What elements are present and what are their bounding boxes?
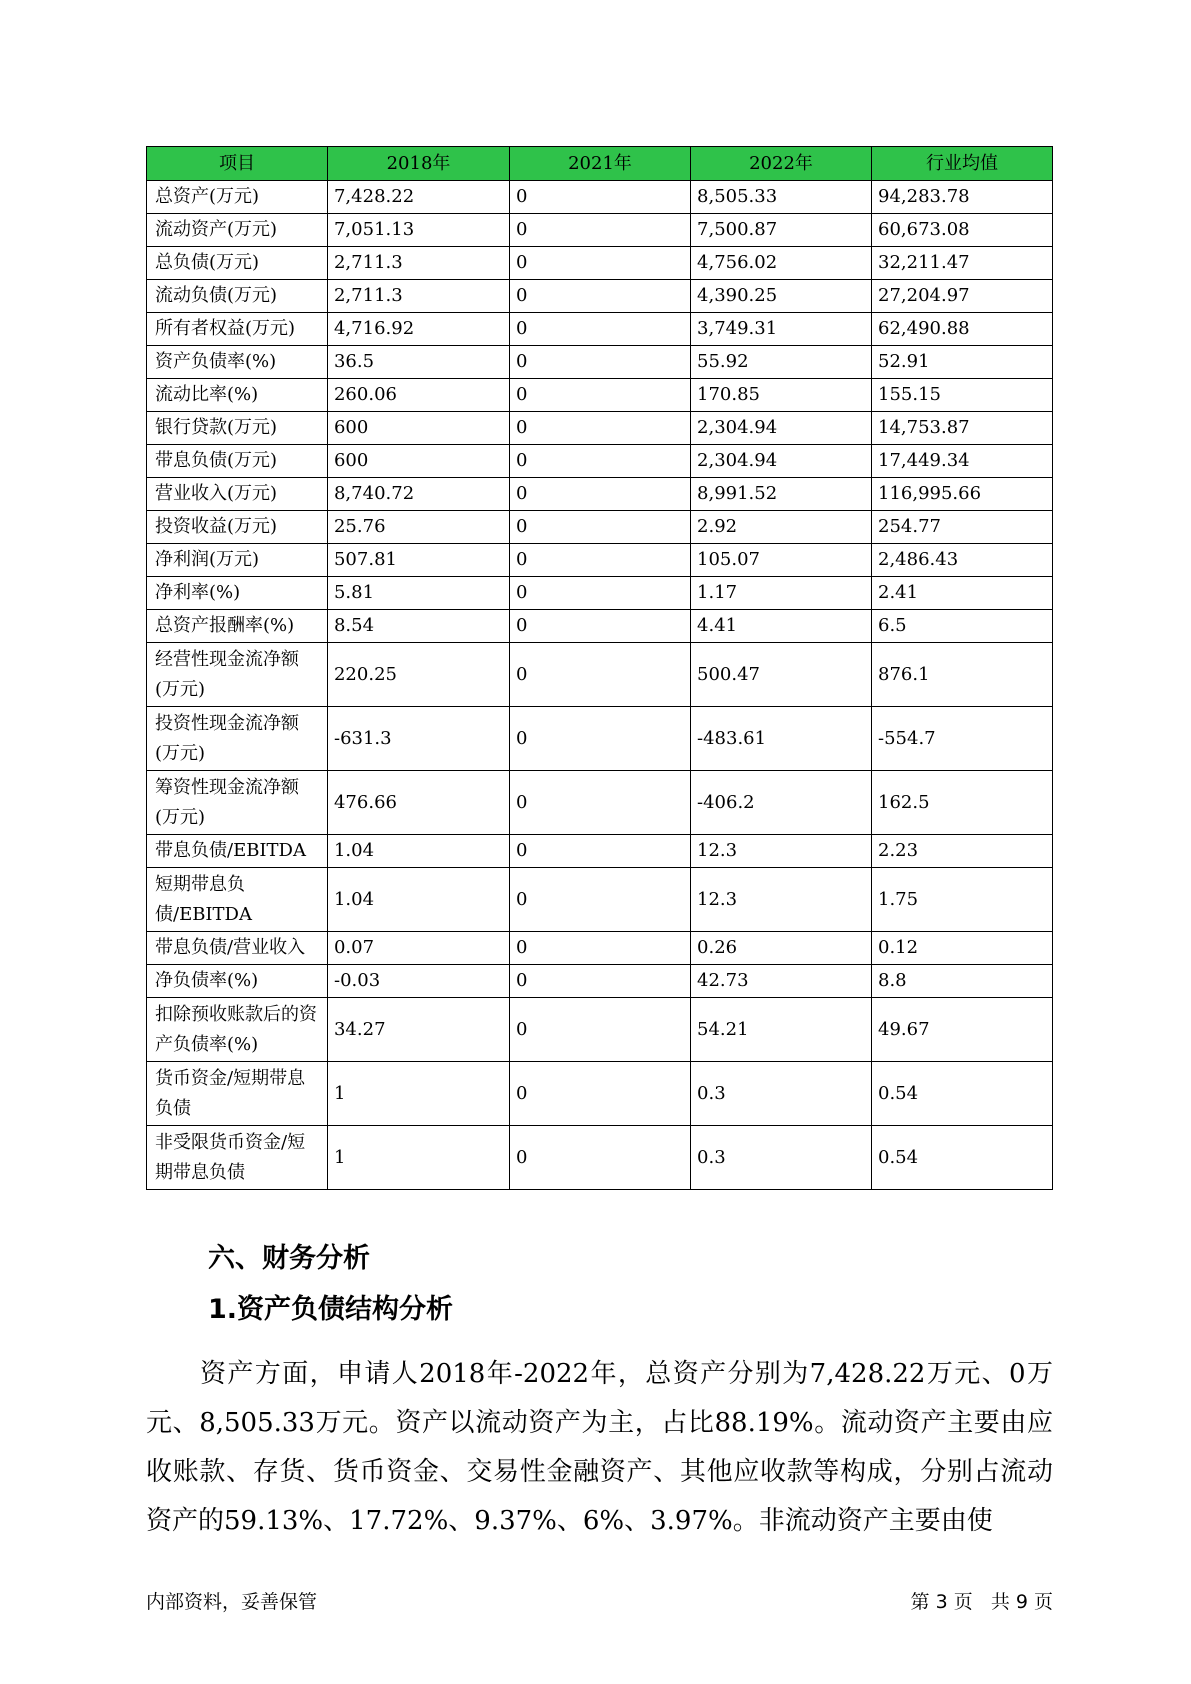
table-row: [147, 965, 1053, 998]
table-row: [147, 247, 1053, 280]
table-header-row: [147, 147, 1053, 181]
header-2021: 2021年: [510, 147, 691, 181]
cell-2022: 12.3: [691, 868, 872, 932]
cell-industry-average: 2.23: [872, 835, 1053, 868]
cell-2018: 5.81: [327, 577, 509, 610]
cell-2021: 0: [510, 868, 691, 932]
cell-item: 扣除预收账款后的资产负债率(%): [147, 998, 328, 1062]
cell-item: 流动资产(万元): [147, 214, 328, 247]
header-item: 项目: [147, 147, 328, 181]
cell-2021: 0: [510, 998, 691, 1062]
cell-2021: 0: [510, 181, 691, 214]
cell-industry-average: 162.5: [872, 771, 1053, 835]
cell-industry-average: 2.41: [872, 577, 1053, 610]
table-row: [147, 280, 1053, 313]
cell-2022: 55.92: [691, 346, 872, 379]
financial-table: [146, 146, 1053, 1190]
cell-2021: 0: [510, 313, 691, 346]
body-paragraph: 资产方面，申请人2018年-2022年，总资产分别为7,428.22万元、0万元、8,505.33万元。资产以流动资产为主，占比88.19%。流动资产主要由应收账款、存货、货币资金、交易性金融资产、其他应收款等构成，分别占流动资产的59.13%、17.72%、9.37%、6%、3.97%。非流动资产主要由使: [146, 1359, 1053, 1536]
cell-2022: 2,304.94: [691, 412, 872, 445]
cell-2021: 0: [510, 280, 691, 313]
table-row: [147, 478, 1053, 511]
table-row: [147, 577, 1053, 610]
cell-industry-average: 60,673.08: [872, 214, 1053, 247]
cell-2018: -631.3: [327, 707, 509, 771]
cell-2021: 0: [510, 1126, 691, 1190]
table-row: [147, 181, 1053, 214]
cell-2022: -483.61: [691, 707, 872, 771]
cell-2021: 0: [510, 577, 691, 610]
cell-item: 净负债率(%): [147, 965, 328, 998]
cell-industry-average: 52.91: [872, 346, 1053, 379]
cell-industry-average: 0.54: [872, 1062, 1053, 1126]
cell-2018: 4,716.92: [327, 313, 509, 346]
cell-item: 净利率(%): [147, 577, 328, 610]
cell-item: 经营性现金流净额(万元): [147, 643, 328, 707]
table-row: [147, 544, 1053, 577]
cell-item: 投资性现金流净额(万元): [147, 707, 328, 771]
cell-2022: 42.73: [691, 965, 872, 998]
table-row: [147, 868, 1053, 932]
cell-2022: 4,390.25: [691, 280, 872, 313]
table-row: [147, 445, 1053, 478]
cell-2022: 2.92: [691, 511, 872, 544]
footer-page-number: 第 3 页 共 9 页: [910, 1591, 1053, 1613]
cell-industry-average: 17,449.34: [872, 445, 1053, 478]
cell-2021: 0: [510, 544, 691, 577]
cell-2022: 500.47: [691, 643, 872, 707]
cell-item: 短期带息负债/EBITDA: [147, 868, 328, 932]
cell-item: 筹资性现金流净额(万元): [147, 771, 328, 835]
cell-2021: 0: [510, 478, 691, 511]
cell-2021: 0: [510, 707, 691, 771]
table-row: [147, 1062, 1053, 1126]
cell-2018: 1.04: [327, 868, 509, 932]
cell-2021: 0: [510, 610, 691, 643]
cell-industry-average: 8.8: [872, 965, 1053, 998]
cell-industry-average: -554.7: [872, 707, 1053, 771]
cell-2018: 0.07: [327, 932, 509, 965]
cell-2022: 170.85: [691, 379, 872, 412]
cell-2018: 260.06: [327, 379, 509, 412]
cell-item: 所有者权益(万元): [147, 313, 328, 346]
cell-industry-average: 254.77: [872, 511, 1053, 544]
cell-item: 流动负债(万元): [147, 280, 328, 313]
cell-industry-average: 6.5: [872, 610, 1053, 643]
cell-2022: -406.2: [691, 771, 872, 835]
cell-2018: 8.54: [327, 610, 509, 643]
cell-2021: 0: [510, 965, 691, 998]
cell-2021: 0: [510, 346, 691, 379]
cell-2021: 0: [510, 214, 691, 247]
cell-2021: 0: [510, 247, 691, 280]
cell-2018: 1: [327, 1062, 509, 1126]
table-row: [147, 643, 1053, 707]
cell-item: 总负债(万元): [147, 247, 328, 280]
cell-2021: 0: [510, 511, 691, 544]
cell-2022: 12.3: [691, 835, 872, 868]
cell-industry-average: 94,283.78: [872, 181, 1053, 214]
cell-item: 带息负债/营业收入: [147, 932, 328, 965]
cell-2018: 2,711.3: [327, 247, 509, 280]
cell-2018: 36.5: [327, 346, 509, 379]
cell-2021: 0: [510, 932, 691, 965]
table-row: [147, 511, 1053, 544]
footer-confidential-note: 内部资料，妥善保管: [146, 1591, 318, 1613]
cell-2021: 0: [510, 412, 691, 445]
cell-2022: 54.21: [691, 998, 872, 1062]
table-row: [147, 313, 1053, 346]
cell-item: 货币资金/短期带息负债: [147, 1062, 328, 1126]
section-heading: 六、财务分析: [208, 1243, 370, 1274]
cell-2018: 25.76: [327, 511, 509, 544]
table-row: [147, 835, 1053, 868]
sub-heading: 1.资产负债结构分析: [208, 1294, 454, 1325]
cell-2022: 105.07: [691, 544, 872, 577]
cell-2022: 0.3: [691, 1126, 872, 1190]
cell-item: 营业收入(万元): [147, 478, 328, 511]
cell-2018: 7,428.22: [327, 181, 509, 214]
table-row: [147, 1126, 1053, 1190]
cell-item: 资产负债率(%): [147, 346, 328, 379]
cell-industry-average: 0.12: [872, 932, 1053, 965]
table-row: [147, 707, 1053, 771]
header-2022: 2022年: [691, 147, 872, 181]
cell-2018: 507.81: [327, 544, 509, 577]
cell-industry-average: 27,204.97: [872, 280, 1053, 313]
cell-2022: 3,749.31: [691, 313, 872, 346]
table-row: [147, 610, 1053, 643]
cell-item: 带息负债/EBITDA: [147, 835, 328, 868]
cell-2022: 0.26: [691, 932, 872, 965]
header-industry-average: 行业均值: [872, 147, 1053, 181]
cell-industry-average: 62,490.88: [872, 313, 1053, 346]
cell-2021: 0: [510, 379, 691, 412]
cell-2021: 0: [510, 445, 691, 478]
cell-item: 银行贷款(万元): [147, 412, 328, 445]
cell-item: 投资收益(万元): [147, 511, 328, 544]
cell-2018: 2,711.3: [327, 280, 509, 313]
cell-2021: 0: [510, 835, 691, 868]
table-row: [147, 379, 1053, 412]
cell-item: 总资产(万元): [147, 181, 328, 214]
cell-2018: 7,051.13: [327, 214, 509, 247]
cell-2018: 476.66: [327, 771, 509, 835]
cell-2018: -0.03: [327, 965, 509, 998]
cell-2018: 1.04: [327, 835, 509, 868]
cell-2022: 8,991.52: [691, 478, 872, 511]
cell-industry-average: 155.15: [872, 379, 1053, 412]
cell-industry-average: 1.75: [872, 868, 1053, 932]
table-row: [147, 214, 1053, 247]
cell-2022: 4.41: [691, 610, 872, 643]
cell-2018: 600: [327, 412, 509, 445]
cell-industry-average: 876.1: [872, 643, 1053, 707]
table-row: [147, 346, 1053, 379]
cell-2022: 7,500.87: [691, 214, 872, 247]
cell-industry-average: 2,486.43: [872, 544, 1053, 577]
cell-2022: 8,505.33: [691, 181, 872, 214]
table-row: [147, 771, 1053, 835]
cell-industry-average: 32,211.47: [872, 247, 1053, 280]
table-row: [147, 932, 1053, 965]
cell-2018: 8,740.72: [327, 478, 509, 511]
cell-2018: 1: [327, 1126, 509, 1190]
cell-industry-average: 116,995.66: [872, 478, 1053, 511]
cell-2022: 1.17: [691, 577, 872, 610]
cell-item: 总资产报酬率(%): [147, 610, 328, 643]
cell-2018: 34.27: [327, 998, 509, 1062]
table-row: [147, 998, 1053, 1062]
cell-item: 净利润(万元): [147, 544, 328, 577]
cell-industry-average: 14,753.87: [872, 412, 1053, 445]
cell-industry-average: 0.54: [872, 1126, 1053, 1190]
cell-2021: 0: [510, 1062, 691, 1126]
cell-2018: 220.25: [327, 643, 509, 707]
cell-2022: 2,304.94: [691, 445, 872, 478]
cell-industry-average: 49.67: [872, 998, 1053, 1062]
cell-2022: 4,756.02: [691, 247, 872, 280]
cell-item: 非受限货币资金/短期带息负债: [147, 1126, 328, 1190]
cell-item: 带息负债(万元): [147, 445, 328, 478]
cell-2018: 600: [327, 445, 509, 478]
header-2018: 2018年: [327, 147, 509, 181]
cell-item: 流动比率(%): [147, 379, 328, 412]
cell-2022: 0.3: [691, 1062, 872, 1126]
cell-2021: 0: [510, 771, 691, 835]
table-row: [147, 412, 1053, 445]
cell-2021: 0: [510, 643, 691, 707]
